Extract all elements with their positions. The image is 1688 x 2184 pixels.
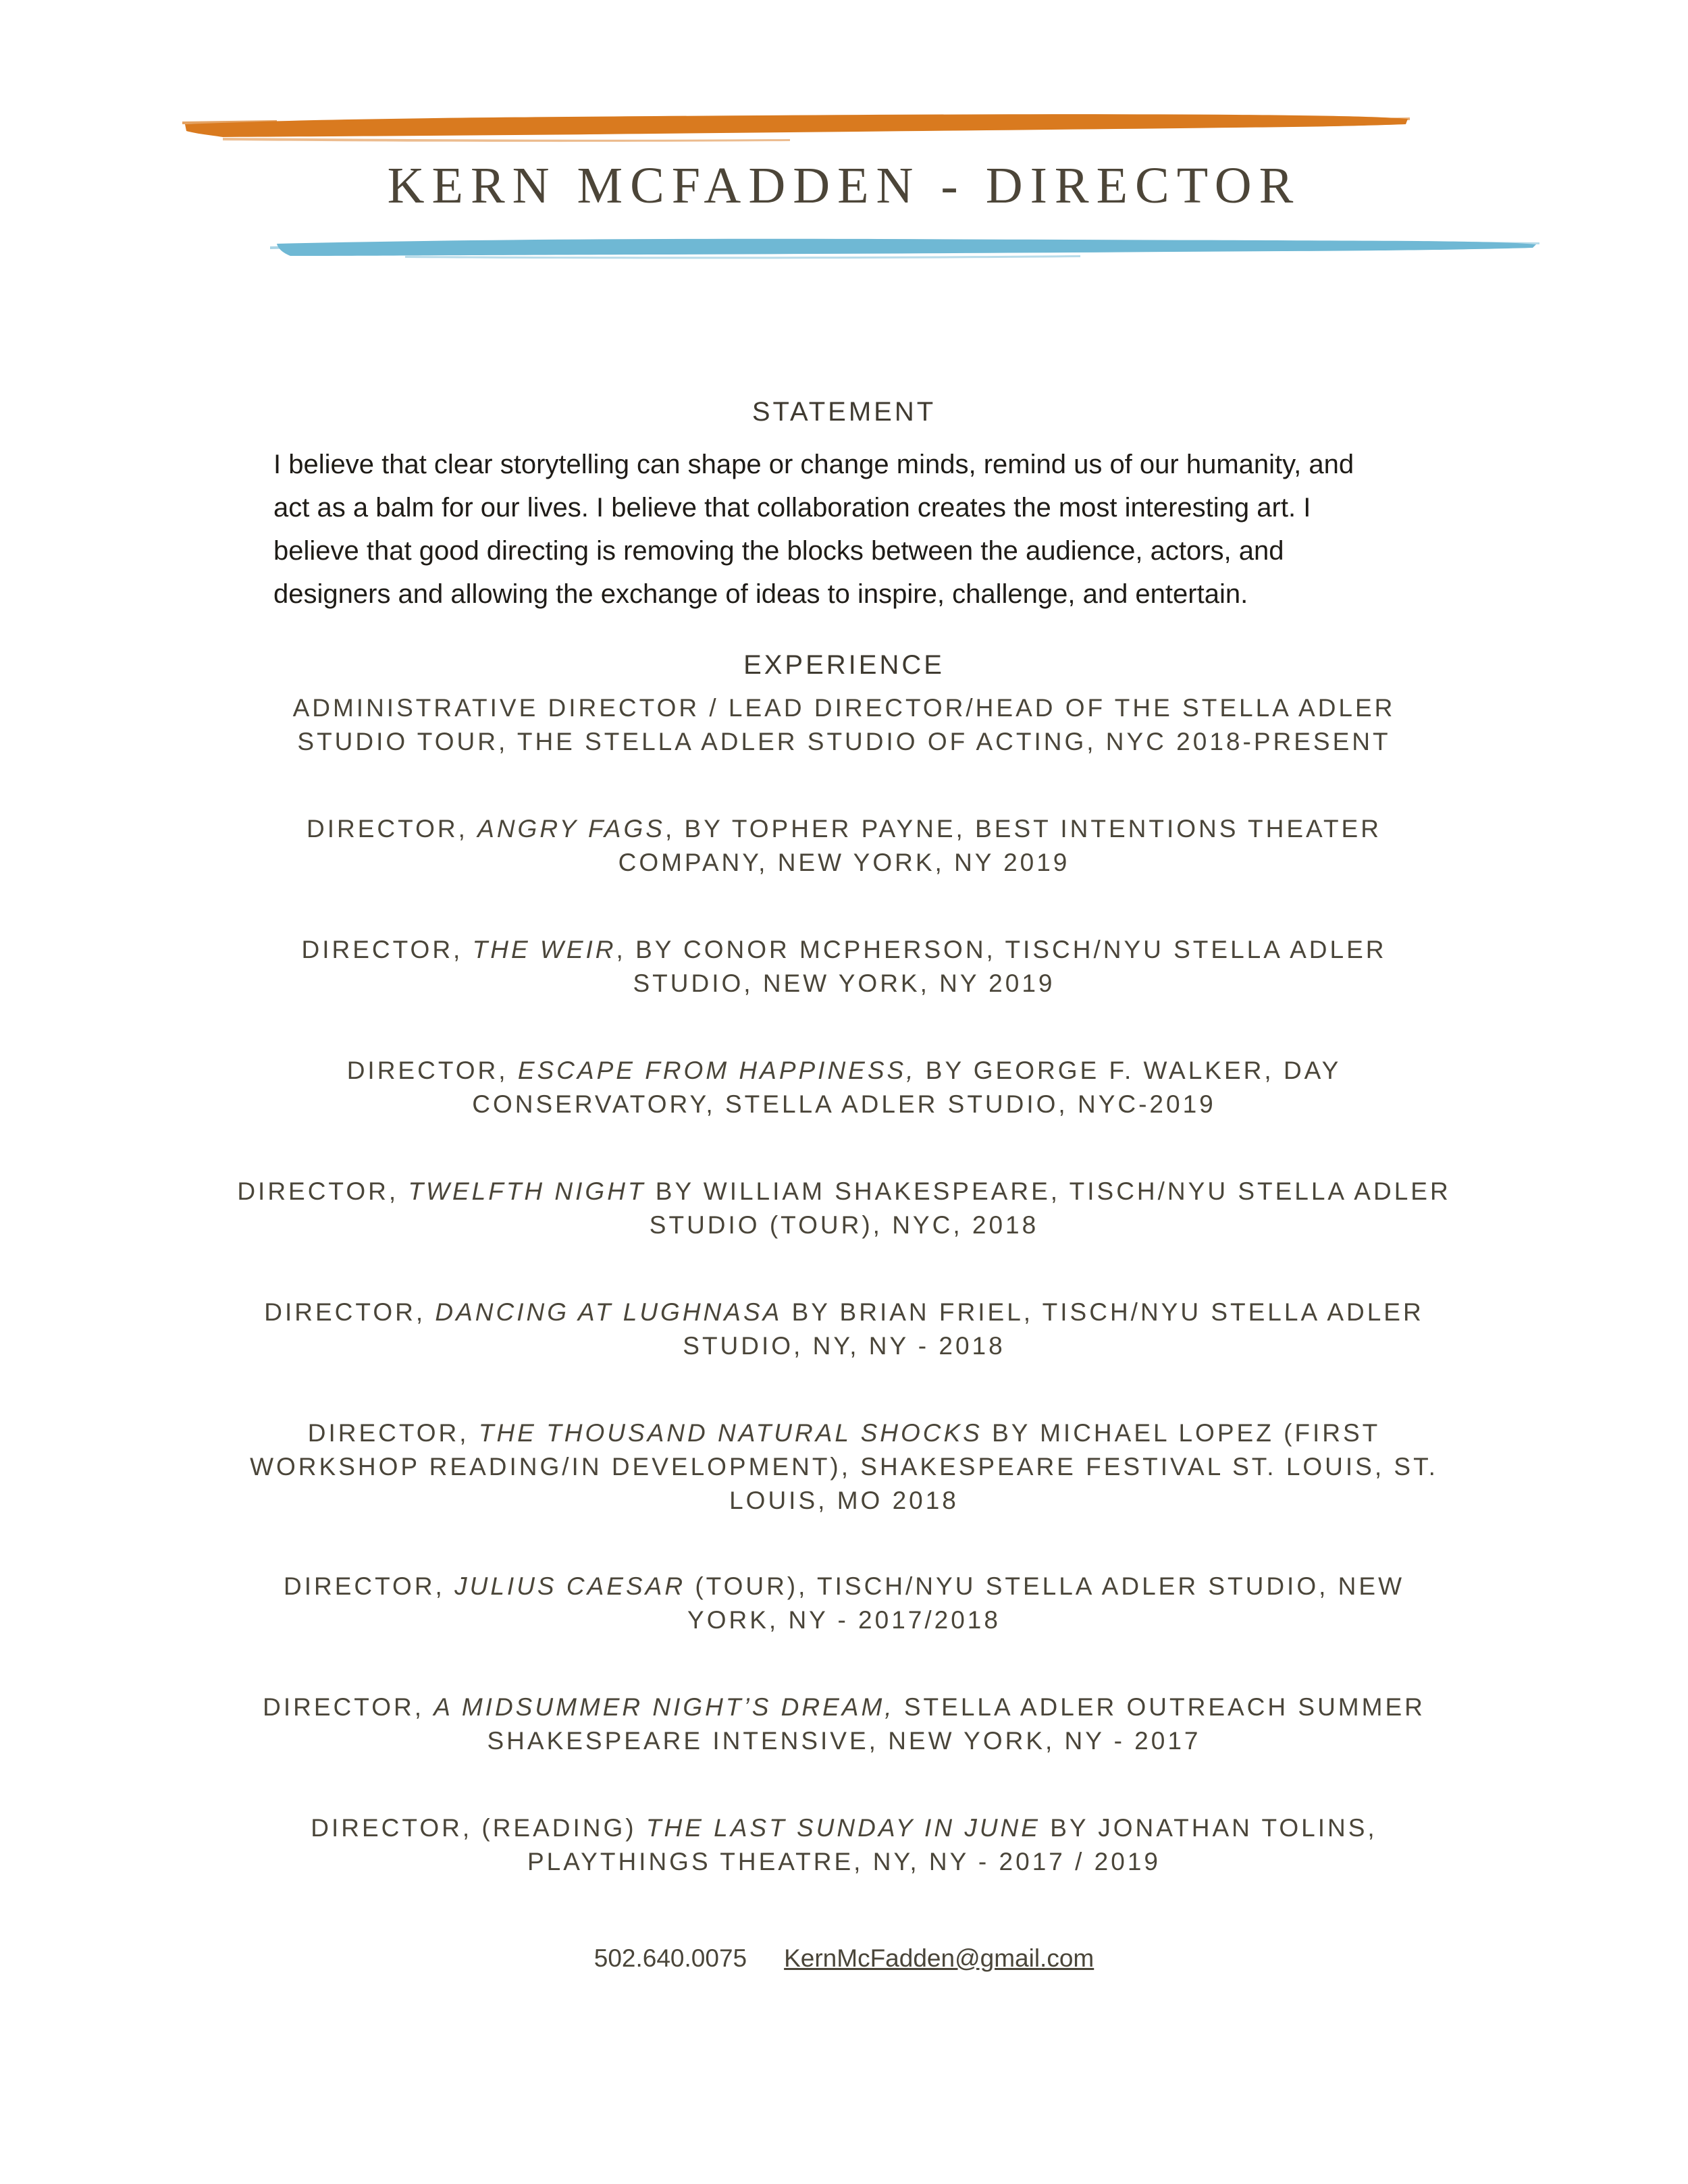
production-title: TWELFTH NIGHT [408,1177,646,1205]
experience-line [203,1570,1485,1603]
experience-item [203,1416,1485,1518]
experience-text: BY MICHAEL LOPEZ (FIRST [982,1419,1381,1447]
production-title: ANGRY FAGS [477,815,665,843]
experience-text: STELLA ADLER OUTREACH SUMMER [894,1693,1425,1721]
experience-text: WORKSHOP READING/IN DEVELOPMENT), SHAKESPEARE FESTIVAL ST. LOUIS, ST. [250,1453,1438,1481]
experience-text: DIRECTOR, [263,1693,434,1721]
experience-text: LOUIS, MO 2018 [729,1487,959,1514]
experience-item [203,1690,1485,1758]
statement-line: believe that good directing is removing the blocks between the audience, actors, and [273,536,1284,566]
experience-line [203,1208,1485,1242]
page-title: KERN MCFADDEN - DIRECTOR [387,157,1301,214]
statement-line: I believe that clear storytelling can shape or change minds, remind us of our humanity, and [273,450,1354,479]
experience-text: DIRECTOR, [264,1298,436,1326]
phone-number: 502.640.0075 [594,1944,747,1972]
experience-line [203,1088,1485,1121]
experience-text: STUDIO (TOUR), NYC, 2018 [649,1211,1039,1239]
experience-text: BY JONATHAN TOLINS, [1040,1814,1377,1842]
experience-text: STUDIO TOUR, THE STELLA ADLER STUDIO OF ACTING, NYC 2018-PRESENT [297,728,1391,755]
experience-item [203,812,1485,880]
experience-text: DIRECTOR, [346,1057,518,1084]
experience-item [203,1811,1485,1879]
production-title: A MIDSUMMER NIGHT’S DREAM, [433,1693,895,1721]
statement-line: act as a balm for our lives. I believe that collaboration creates the most interesting art. I [273,493,1311,523]
production-title: DANCING AT LUGHNASA [435,1298,783,1326]
experience-line [203,967,1485,1001]
experience-line [203,1724,1485,1758]
experience-line [203,1329,1485,1363]
experience-heading: EXPERIENCE [743,650,945,680]
email-link[interactable]: KernMcFadden@gmail.com [784,1944,1094,1972]
experience-line [203,1175,1485,1208]
experience-text: DIRECTOR, (READING) [311,1814,646,1842]
experience-text: SHAKESPEARE INTENSIVE, NEW YORK, NY - 2017 [487,1727,1201,1755]
experience-line [203,1450,1485,1484]
experience-item [203,1054,1485,1121]
production-title: JULIUS CAESAR [454,1572,686,1600]
experience-text: DIRECTOR, [307,815,478,843]
experience-text: CONSERVATORY, STELLA ADLER STUDIO, NYC-2019 [472,1090,1216,1118]
experience-item [203,1296,1485,1363]
experience-text: BY WILLIAM SHAKESPEARE, TISCH/NYU STELLA ADLER [645,1177,1451,1205]
experience-line [203,1296,1485,1329]
experience-item [203,1570,1485,1637]
experience-line [203,1845,1485,1879]
experience-line [203,691,1485,725]
experience-text: STUDIO, NY, NY - 2018 [683,1332,1005,1360]
experience-text: , BY TOPHER PAYNE, BEST INTENTIONS THEATER [664,815,1381,843]
experience-text: YORK, NY - 2017/2018 [687,1606,1001,1634]
experience-line [203,725,1485,759]
orange-brush-stroke [182,109,1411,144]
production-title: THE THOUSAND NATURAL SHOCKS [478,1419,982,1447]
experience-line [203,1690,1485,1724]
experience-text: BY GEORGE F. WALKER, DAY [916,1057,1342,1084]
statement-line: designers and allowing the exchange of ideas to inspire, challenge, and entertain. [273,579,1248,609]
production-title: THE WEIR [472,936,616,963]
experience-item [203,933,1485,1001]
experience-text: DIRECTOR, [284,1572,455,1600]
experience-text: ADMINISTRATIVE DIRECTOR / LEAD DIRECTOR/HEAD OF THE STELLA ADLER [292,694,1396,722]
contact-footer [0,1944,1688,1973]
experience-line [203,812,1485,846]
experience-line [203,1484,1485,1518]
experience-text: PLAYTHINGS THEATRE, NY, NY - 2017 / 2019 [527,1848,1161,1875]
experience-text: , BY CONOR MCPHERSON, TISCH/NYU STELLA ADLER [616,936,1387,963]
experience-line [203,1054,1485,1088]
experience-item [203,691,1485,759]
experience-text: DIRECTOR, [237,1177,408,1205]
blue-brush-stroke [270,233,1539,263]
production-title: THE LAST SUNDAY IN JUNE [645,1814,1040,1842]
experience-text: (TOUR), TISCH/NYU STELLA ADLER STUDIO, NEW [685,1572,1404,1600]
experience-line [203,1603,1485,1637]
statement-body [273,443,1435,616]
experience-text: COMPANY, NEW YORK, NY 2019 [618,849,1070,876]
experience-item [203,1175,1485,1242]
experience-line [203,933,1485,967]
experience-text: DIRECTOR, [301,936,473,963]
experience-line [203,846,1485,880]
experience-line [203,1811,1485,1845]
statement-heading: STATEMENT [751,397,937,427]
experience-text: BY BRIAN FRIEL, TISCH/NYU STELLA ADLER [782,1298,1424,1326]
experience-text: STUDIO, NEW YORK, NY 2019 [633,969,1055,997]
production-title: ESCAPE FROM HAPPINESS, [517,1057,916,1084]
experience-line [203,1416,1485,1450]
experience-text: DIRECTOR, [307,1419,479,1447]
